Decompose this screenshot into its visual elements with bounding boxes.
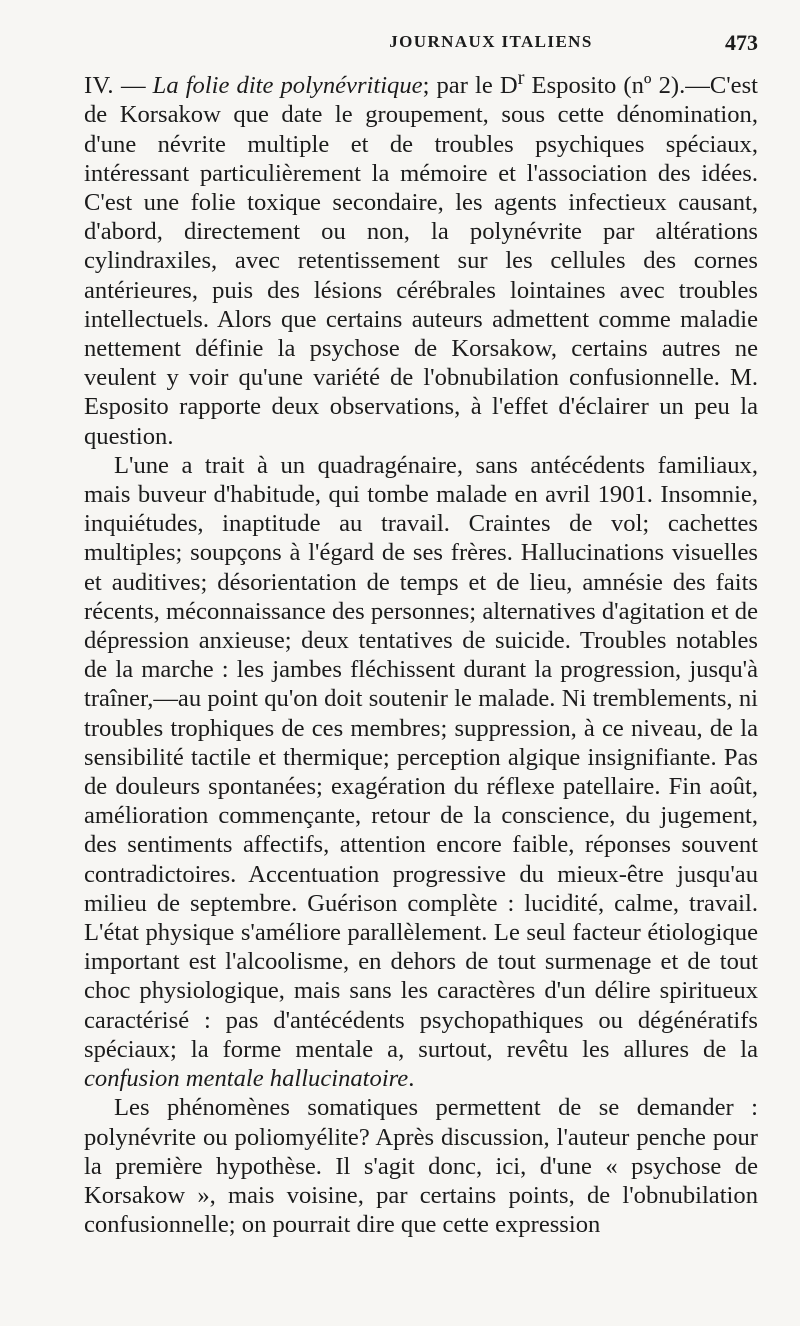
byline-separator: ; par le D bbox=[422, 72, 518, 100]
paragraph-3-text: Les phénomènes somatiques permettent de se demander : polynévrite ou poliomyélite? Après discussion, l'auteur penche pour la première hypothèse. Il s'agit donc, ici, d'une « psychose de Korsakow », mais voisine, par certains points, de l'obnubilation confusionnelle; on pourrait dire que cette expression bbox=[84, 1094, 758, 1239]
article-body bbox=[84, 64, 758, 1239]
paragraph-3 bbox=[84, 1093, 758, 1239]
author-name: Esposito bbox=[531, 72, 617, 100]
section-number: IV. bbox=[84, 72, 114, 100]
italic-term: confusion mentale hallucinatoire bbox=[84, 1065, 409, 1093]
issue-number: (nº 2). bbox=[623, 72, 686, 100]
paragraph-2-end: . bbox=[408, 1065, 415, 1093]
paragraph-2 bbox=[84, 451, 758, 1093]
page-number: 473 bbox=[725, 30, 758, 55]
article-title: La folie dite polynévritique bbox=[152, 72, 423, 100]
paragraph-1 bbox=[84, 64, 758, 451]
running-head bbox=[84, 30, 758, 60]
doctor-superscript: r bbox=[517, 67, 525, 89]
paragraph-1-text: —C'est de Korsakow que date le groupement, sous cette dénomination, d'une névrite multiple et de troubles psychiques spéciaux, intéressant particulièrement la mémoire et l'association des idées. C'est une folie toxique secondaire, les agents infectieux causant, d'abord, directement ou non, la polynévrite par altérations cylindraxiles, avec retentissement sur les cellules des cornes antérieures, puis des lésions cérébrales lointaines avec troubles intellectuels. Alors que certains auteurs admettent comme maladie nettement définie la psychose de Korsakow, certains autres ne veulent y voir qu'une variété de l'obnubilation confusionnelle. M. Esposito rapporte deux observations, à l'effet d'éclairer un peu la question. bbox=[84, 72, 758, 450]
running-title: JOURNAUX ITALIENS bbox=[389, 32, 593, 51]
title-dash: — bbox=[120, 72, 146, 100]
paragraph-2-text: L'une a trait à un quadragénaire, sans antécédents familiaux, mais buveur d'habitude, qui tombe malade en avril 1901. Insomnie, inquiétudes, inaptitude au travail. Craintes de vol; cachettes multiples; soupçons à l'égard de ses frères. Hallucinations visuelles et auditives; désorientation de temps et de lieu, amnésie des faits récents, méconnaissance des personnes; alternatives d'agitation et de dépression anxieuse; deux tentatives de suicide. Troubles notables de la marche : les jambes fléchissent durant la progression, jusqu'à traîner,—au point qu'on doit soutenir le malade. Ni tremblements, ni troubles trophiques de ces membres; suppression, à ce niveau, de la sensibilité tactile et thermique; perception algique insignifiante. Pas de douleurs spontanées; exagération du réflexe patellaire. Fin août, amélioration commençante, retour de la conscience, du jugement, des sentiments affectifs, attention encore faible, réponses souvent contradictoires. Accentuation progressive du mieux-être jusqu'au milieu de septembre. Guérison complète : lucidité, calme, travail. L'état physique s'améliore parallèlement. Le seul facteur étiologique important est l'alcoolisme, en dehors de tout surmenage et de tout choc physiologique, mais sans les caractères d'un délire spiritueux caractérisé : pas d'antécédents psychopathiques ou dégénératifs spéciaux; la forme mentale a, surtout, revêtu les allures de la bbox=[84, 451, 758, 1063]
